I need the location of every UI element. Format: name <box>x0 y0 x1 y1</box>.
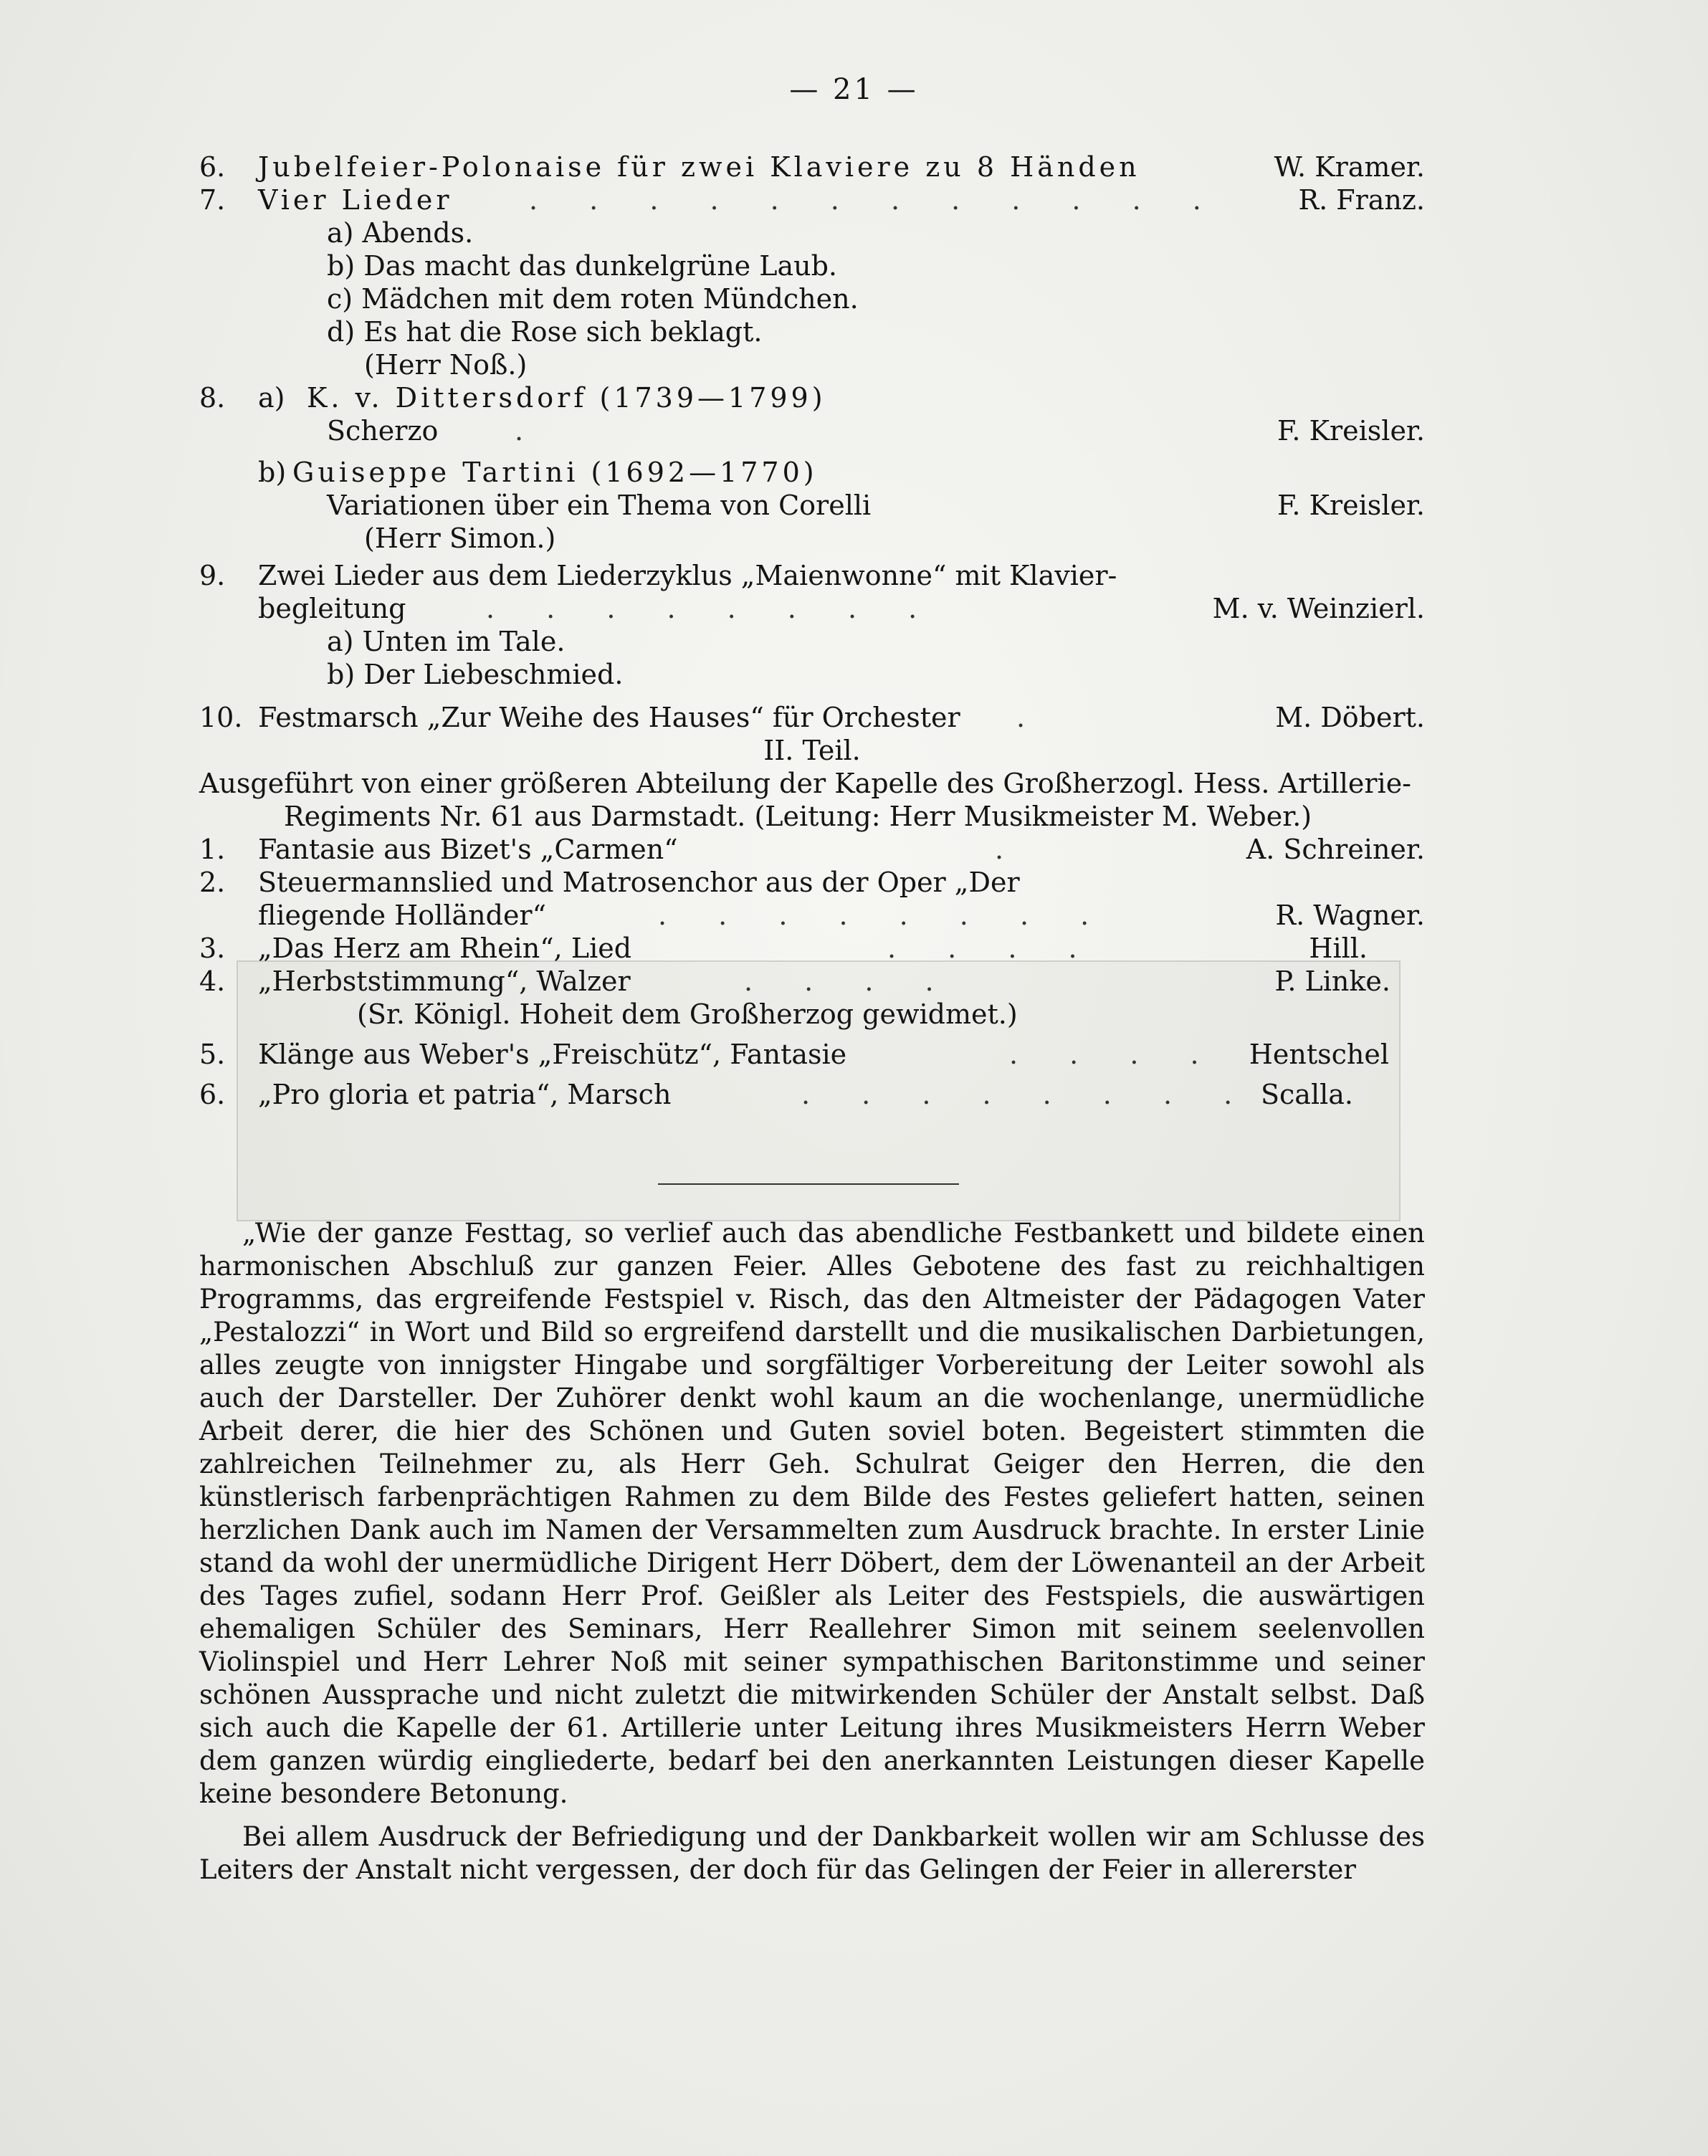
item-title: Jubelfeier-Polonaise für zwei Klaviere zu 8 Händen <box>258 151 1140 183</box>
item-composer: F. Kreisler. <box>1277 415 1425 447</box>
item-composer: M. v. Weinzierl. <box>1212 593 1425 624</box>
report-text <box>199 1217 1425 1897</box>
item-number: 4. <box>199 965 226 997</box>
item-composer: M. Döbert. <box>1275 702 1425 733</box>
part-description: Ausgeführt von einer größeren Abteilung der Kapelle des Großherzogl. Hess. Artillerie- <box>199 768 1412 799</box>
item-composer: Hill. <box>1309 932 1368 964</box>
item-number: 6. <box>199 151 226 183</box>
dot-leader: . . . . <box>1009 1039 1221 1070</box>
dot-leader: . . . . . . . . <box>486 593 939 624</box>
dedication: (Sr. Königl. Hoheit dem Großherzog gewidmet.) <box>357 998 1018 1030</box>
dot-leader: . . . . <box>744 965 955 997</box>
program-item <box>199 932 1425 965</box>
sub-item: a) Abends. <box>327 217 474 249</box>
concert-program <box>199 151 1425 1111</box>
program-item <box>199 1078 1425 1111</box>
sub-item: a) Unten im Tale. <box>327 626 566 657</box>
dot-leader: . <box>515 415 545 447</box>
program-item <box>199 965 1425 998</box>
program-item <box>199 833 1425 866</box>
item-composer: Hentschel <box>1249 1039 1389 1070</box>
item-title: Zwei Lieder aus dem Liederzyklus „Maienwonne“ mit Klavier- <box>258 560 1117 591</box>
item-number: 5. <box>199 1039 226 1070</box>
program-item <box>199 701 1425 734</box>
sub-item: d) Es hat die Rose sich beklagt. <box>327 316 763 348</box>
program-item: 8. a) K. v. Dittersdorf (1739—1799) <box>199 382 826 414</box>
item-number: 2. <box>199 867 226 898</box>
dot-leader: . <box>995 834 1026 865</box>
divider-line <box>658 1183 959 1185</box>
item-number: 7. <box>199 184 226 216</box>
composer-heading: K. v. Dittersdorf (1739—1799) <box>307 382 826 414</box>
item-title: Steuermannslied und Matrosenchor aus der Oper „Der <box>258 867 1020 898</box>
dot-leader: . . . . . . . . <box>801 1079 1254 1110</box>
performer: (Herr Simon.) <box>364 523 556 554</box>
item-title: „Das Herz am Rhein“, Lied <box>258 932 632 964</box>
part-heading: II. Teil. <box>763 735 861 766</box>
item-title: Fantasie aus Bizet's „Carmen“ <box>258 834 678 865</box>
item-composer: P. Linke. <box>1274 965 1390 997</box>
item-composer: R. Wagner. <box>1275 900 1425 931</box>
sub-item: b) Das macht das dunkelgrüne Laub. <box>327 250 837 282</box>
page-number: — 21 — <box>789 73 919 106</box>
item-title: Festmarsch „Zur Weihe des Hauses“ für Orchester <box>258 702 960 733</box>
program-item <box>199 866 1425 899</box>
item-composer: W. Kramer. <box>1274 151 1425 183</box>
item-composer: R. Franz. <box>1298 184 1425 216</box>
item-title: Vier Lieder <box>258 184 453 216</box>
sub-item: b) Der Liebeschmied. <box>327 659 624 690</box>
program-item <box>199 559 1425 592</box>
item-number: 8. <box>199 382 226 414</box>
sub-item: b) Guiseppe Tartini (1692—1770) <box>258 457 818 488</box>
item-title: Klänge aus Weber's „Freischütz“, Fantasie <box>258 1039 847 1070</box>
part-description: Regiments Nr. 61 aus Darmstadt. (Leitung: Herr Musikmeister M. Weber.) <box>284 801 1312 832</box>
program-item <box>199 1038 1425 1071</box>
composer-heading: Guiseppe Tartini (1692—1770) <box>292 457 818 488</box>
paragraph: „Wie der ganze Festtag, so verlief auch das abendliche Festbankett und bildete einen harmonischen Abschluß zur ganzen Feier. Alles Gebotene des fast zu reichhaltigen Programms, das ergreifende Festspiel v. Risch, das den Altmeister der Pädagogen Vater „Pestalozzi“ in Wort und Bild so ergreifend darstellt und die musikalischen Darbietungen, alles zeugte von innigster Hingabe und sorgfältiger Vorbereitung der Leiter sowohl als auch der Darsteller. Der Zuhörer denkt wohl kaum an die wochenlange, unermüdliche Arbeit derer, die hier des Schönen und Guten soviel boten. Begeistert stimmten die zahlreichen Teilnehmer zu, als Herr Geh. Schulrat Geiger den Herren, die den künstlerisch farbenprächtigen Rahmen zu dem Bilde des Festes geliefert hatten, seinen herzlichen Dank auch im Namen der Versammelten zum Ausdruck brachte. In erster Linie stand da wohl der unermüdliche Dirigent Herr Döbert, dem der Löwenanteil an der Arbeit des Tages zufiel, sodann Herr Prof. Geißler als Leiter des Festspiels, die auswärtigen ehemaligen Schüler des Seminars, Herr Reallehrer Simon mit seinem seelenvollen Violinspiel und Herr Lehrer Noß mit seiner sympathischen Baritonstimme und seiner schönen Aussprache und nicht zuletzt die mitwirkenden Schüler der Anstalt selbst. Daß sich auch die Kapelle der 61. Artillerie unter Leitung ihres Musikmeisters Herrn Weber dem ganzen würdig eingliederte, bedarf bei den anerkannten Leistungen dieser Kapelle keine besondere Betonung. <box>199 1218 1425 1809</box>
item-number: 9. <box>199 560 226 591</box>
item-title: „Pro gloria et patria“, Marsch <box>258 1079 672 1110</box>
program-item-continued: begleitung . . . . . . . . M. v. Weinzierl. <box>258 593 1425 624</box>
item-number: 3. <box>199 932 226 964</box>
item-composer: F. Kreisler. <box>1277 490 1425 521</box>
paragraph: Bei allem Ausdruck der Befriedigung und der Dankbarkeit wollen wir am Schlusse des Leiters der Anstalt nicht vergessen, der doch für das Gelingen der Feier in allererster <box>199 1821 1425 1885</box>
item-title: „Herbststimmung“, Walzer <box>258 965 631 997</box>
program-item <box>199 151 1425 183</box>
dot-leader: . . . . . . . . . . . . <box>529 184 1223 216</box>
performer: (Herr Noß.) <box>364 349 528 381</box>
sub-item: Variationen über ein Thema von Corelli F. Kreisler. <box>327 490 1425 521</box>
dot-leader: . <box>1016 702 1047 733</box>
program-item <box>199 183 1425 216</box>
item-number: 6. <box>199 1079 226 1110</box>
item-composer: Scalla. <box>1260 1079 1353 1110</box>
sub-item: Scherzo . F. Kreisler. <box>327 415 1425 447</box>
dot-leader: . . . . . . . . <box>658 900 1111 931</box>
program-item-continued: fliegende Holländer“ . . . . . . . . R. Wagner. <box>258 900 1425 931</box>
dot-leader: . . . . <box>887 932 1099 964</box>
sub-item: c) Mädchen mit dem roten Mündchen. <box>327 283 859 315</box>
item-number: 1. <box>199 834 226 865</box>
item-number: 10. <box>199 702 243 733</box>
item-composer: A. Schreiner. <box>1246 834 1425 865</box>
